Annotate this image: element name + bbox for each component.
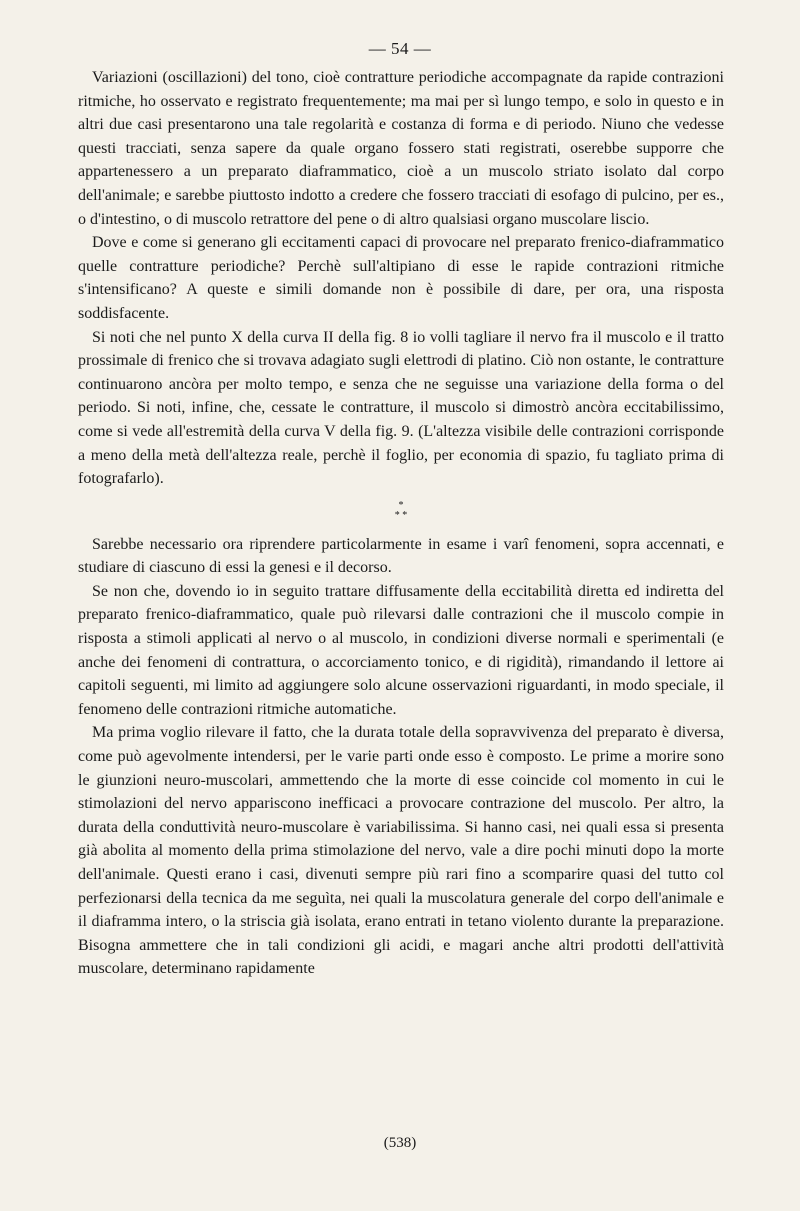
page-number: — 54 — <box>368 39 432 58</box>
separator-bottom: * * <box>394 509 408 521</box>
paragraph: Variazioni (oscillazioni) del tono, cioè contratture periodiche accompagnate da rapide contrazioni ritmiche, ho osservato e registrato frequentemente; ma mai per sì lungo tempo, e solo in questo e in altri due casi presentarono una tale regolarità e costanza di forma e di periodo. Niuno che vedesse questi tracciati, senza sapere da quale organo fossero stati registrati, oserebbe supporre che appartenessero a un preparato diaframmatico, cioè a un muscolo striato isolato dal corpo dell'animale; e sarebbe piuttosto indotto a credere che fossero tracciati di esofago di pulcino, per es., o d'intestino, o di muscolo retrattore del pene o di altro qualsiasi organo muscolare liscio. <box>78 69 724 228</box>
signature-mark: (538) <box>383 1135 417 1151</box>
paragraph: Sarebbe necessario ora riprendere particolarmente in esame i varî fenomeni, sopra accennati, e studiare di ciascuno di essi la genesi e il decorso. <box>78 535 724 577</box>
paragraph: Si noti che nel punto X della curva II della fig. 8 io volli tagliare il nervo fra il muscolo e il tratto prossimale di frenico che si trovava adagiato sugli elettrodi di platino. Ciò non ostante, le contratture continuarono ancòra per molto tempo, e senza che ne seguisse una variazione della forma o del periodo. Si noti, infine, che, cessate le contratture, il muscolo si dimostrò ancòra eccitabilissimo, come si vede all'estremità della curva V della fig. 9. (L'altezza visibile delle contrazioni corrisponde a meno della metà dell'altezza reale, perchè il foglio, per economia di spazio, fu tagliato prima di fotografarlo). <box>78 328 724 488</box>
paragraph: Ma prima voglio rilevare il fatto, che la durata totale della sopravvivenza del preparato è diversa, come può agevolmente intendersi, per le varie parti onde esso è composto. Le prime a morire sono le giunzioni neuro-muscolari, ammettendo che la morte di esse coincide col momento in cui le stimolazioni del nervo appariscono inefficaci a provocare contrazione del muscolo. Per altro, la durata della conduttività neuro-muscolare è variabilissima. Si hanno casi, nei quali essa si presenta già abolita al momento della prima stimolazione del nervo, vale a dire pochi minuti dopo la morte dell'animale. Questi erano i casi, divenuti sempre più rari fino a scomparire quasi del tutto col perfezionarsi della tecnica da me seguìta, nei quali la muscolatura generale del corpo dell'animale e il diaframma intero, o la striscia già isolata, erano entrati in tetano violento durante la preparazione. Bisogna ammettere che in tali condizioni gli acidi, e magari anche altri prodotti dell'attività muscolare, determinano rapidamente <box>78 724 724 978</box>
body-text <box>78 66 724 981</box>
separator-top: * <box>398 499 404 511</box>
section-separator <box>78 501 724 521</box>
paragraph: Dove e come si generano gli eccitamenti capaci di provocare nel preparato frenico-diaframmatico quelle contratture periodiche? Perchè sull'altipiano di esse le rapide contrazioni ritmiche s'intensificano? A queste e simili domande non è possibile di dare, per ora, una risposta soddisfacente. <box>78 234 724 322</box>
paragraph: Se non che, dovendo io in seguito trattare diffusamente della eccitabilità diretta ed indiretta del preparato frenico-diaframmatico, quale può rilevarsi dalle contrazioni che il muscolo compie in risposta a stimoli applicati al nervo o al muscolo, in condizioni diverse normali e sperimentali (e anche dei fenomeni di contrattura, o accorciamento tonico, e di rigidità), rimandando il lettore ai capitoli seguenti, mi limito ad aggiungere solo alcune osservazioni riguardanti, in modo speciale, il fenomeno delle contrazioni ritmiche automatiche. <box>78 582 724 718</box>
